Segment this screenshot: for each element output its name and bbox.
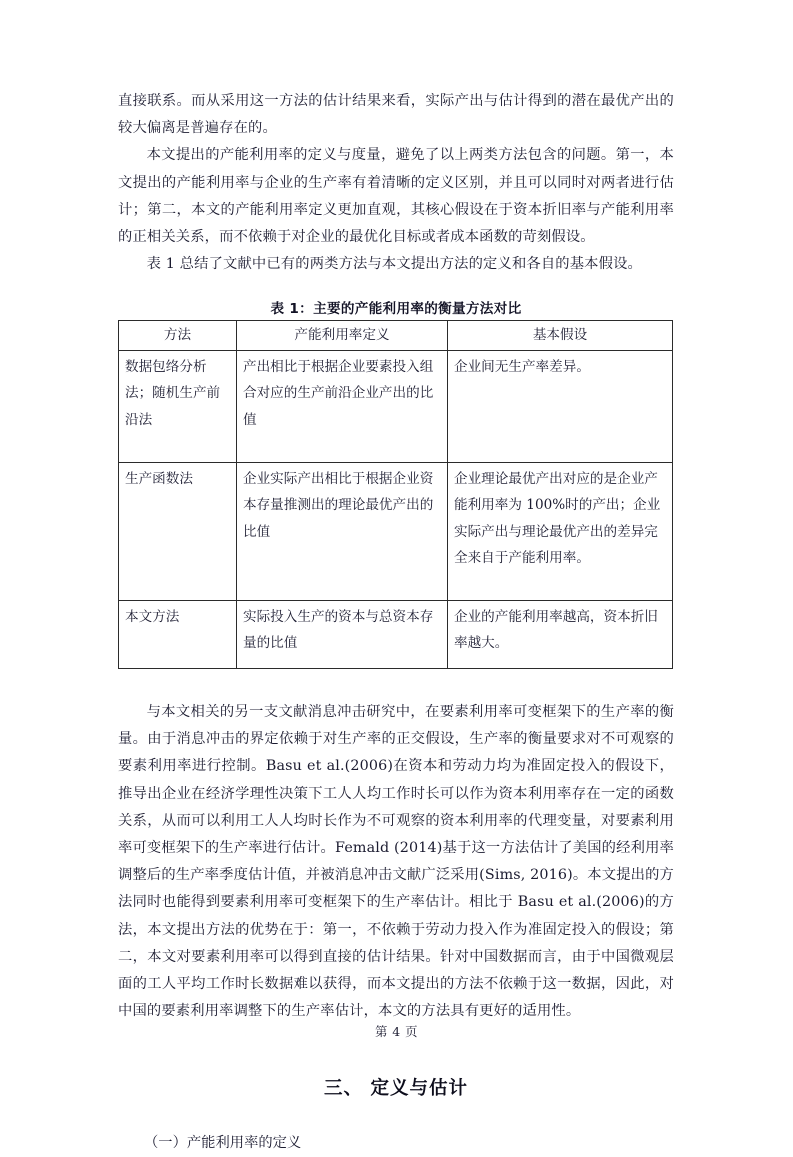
table-header-definition: 产能利用率定义 [237, 321, 448, 351]
section-heading: 三、 定义与估计 [324, 1078, 468, 1100]
table-row [119, 350, 673, 462]
page-content [118, 88, 674, 1157]
table-header-assumption: 基本假设 [448, 321, 673, 351]
spacer-after-table [118, 669, 674, 699]
comparison-table [118, 320, 673, 669]
body-paragraph-4: 与本文相关的另一支文献消息冲击研究中，在要素利用率可变框架下的生产率的衡量。由于消息冲击的界定依赖于对生产率的正交假设，生产率的衡量要求对不可观察的要素利用率进行控制。Basu et al.(2006)在资本和劳动力均为准固定投入的假设下，推导出企业在经济学理性决策下工人人均工作时长可以作为资本利用率存在一定的函数关系，从而可以利用工人人均时长作为不可观察的资本利用率的代理变量，对要素利用率可变框架下的生产率进行估计。Femald (2014)基于这一方法估计了美国的经利用率调整后的生产率季度估计值，并被消息冲击文献广泛采用(Sims, 2016)。本文提出的方法同时也能得到要素利用率可变框架下的生产率估计。相比于 Basu et al.(2006)的方法，本文提出方法的优势在于：第一，不依赖于劳动力投入作为准固定投入的假设；第二，本文对要素利用率可以得到直接的估计结果。针对中国数据而言，由于中国微观层面的工人平均工作时长数据难以获得，而本文提出的方法不依赖于这一数据，因此，对中国的要素利用率调整下的生产率估计，本文的方法具有更好的适用性。 [118, 703, 674, 1020]
subsection-heading: （一）产能利用率的定义 [144, 1135, 302, 1152]
table-header [119, 321, 673, 351]
table-cell-assumption: 企业理论最优产出对应的是企业产能利用率为 100%时的产出；企业实际产出与理论最优产出的差异完全来自于产能利用率。 [448, 462, 673, 600]
table-cell-method: 数据包络分析法；随机生产前沿法 [119, 350, 237, 462]
table-cell-method: 生产函数法 [119, 462, 237, 600]
table-cell-definition: 实际投入生产的资本与总资本存量的比值 [237, 600, 448, 668]
table-cell-definition: 企业实际产出相比于根据企业资本存量推测出的理论最优产出的比值 [237, 462, 448, 600]
table-caption: 表 1：主要的产能利用率的衡量方法对比 [270, 301, 522, 318]
page-footer: 第 4 页 [374, 1024, 419, 1039]
table-row [119, 600, 673, 668]
table-header-row [119, 321, 673, 351]
table-cell-assumption: 企业的产能利用率越高，资本折旧率越大。 [448, 600, 673, 668]
table-cell-definition: 产出相比于根据企业要素投入组合对应的生产前沿企业产出的比值 [237, 350, 448, 462]
body-paragraph-1: 直接联系。而从采用这一方法的估计结果来看，实际产出与估计得到的潜在最优产出的较大偏离是普遍存在的。 [118, 93, 674, 137]
table-cell-assumption: 企业间无生产率差异。 [448, 350, 673, 462]
spacer-before-section-2 [118, 1055, 674, 1074]
spacer-before-table [118, 278, 674, 297]
table-row [119, 462, 673, 600]
body-paragraph-2: 本文提出的产能利用率的定义与度量，避免了以上两类方法包含的问题。第一，本文提出的产能利用率与企业的生产率有着清晰的定义区别，并且可以同时对两者进行估计；第二，本文的产能利用率定义更加直观，其核心假设在于资本折旧率与产能利用率的正相关关系，而不依赖于对企业的最优化目标或者成本函数的苛刻假设。 [118, 147, 674, 246]
spacer-after-section [118, 1100, 674, 1130]
body-paragraph-3: 表 1 总结了文献中已有的两类方法与本文提出方法的定义和各自的基本假设。 [146, 256, 642, 273]
table-header-method: 方法 [119, 321, 237, 351]
table-body [119, 350, 673, 668]
table-cell-method: 本文方法 [119, 600, 237, 668]
